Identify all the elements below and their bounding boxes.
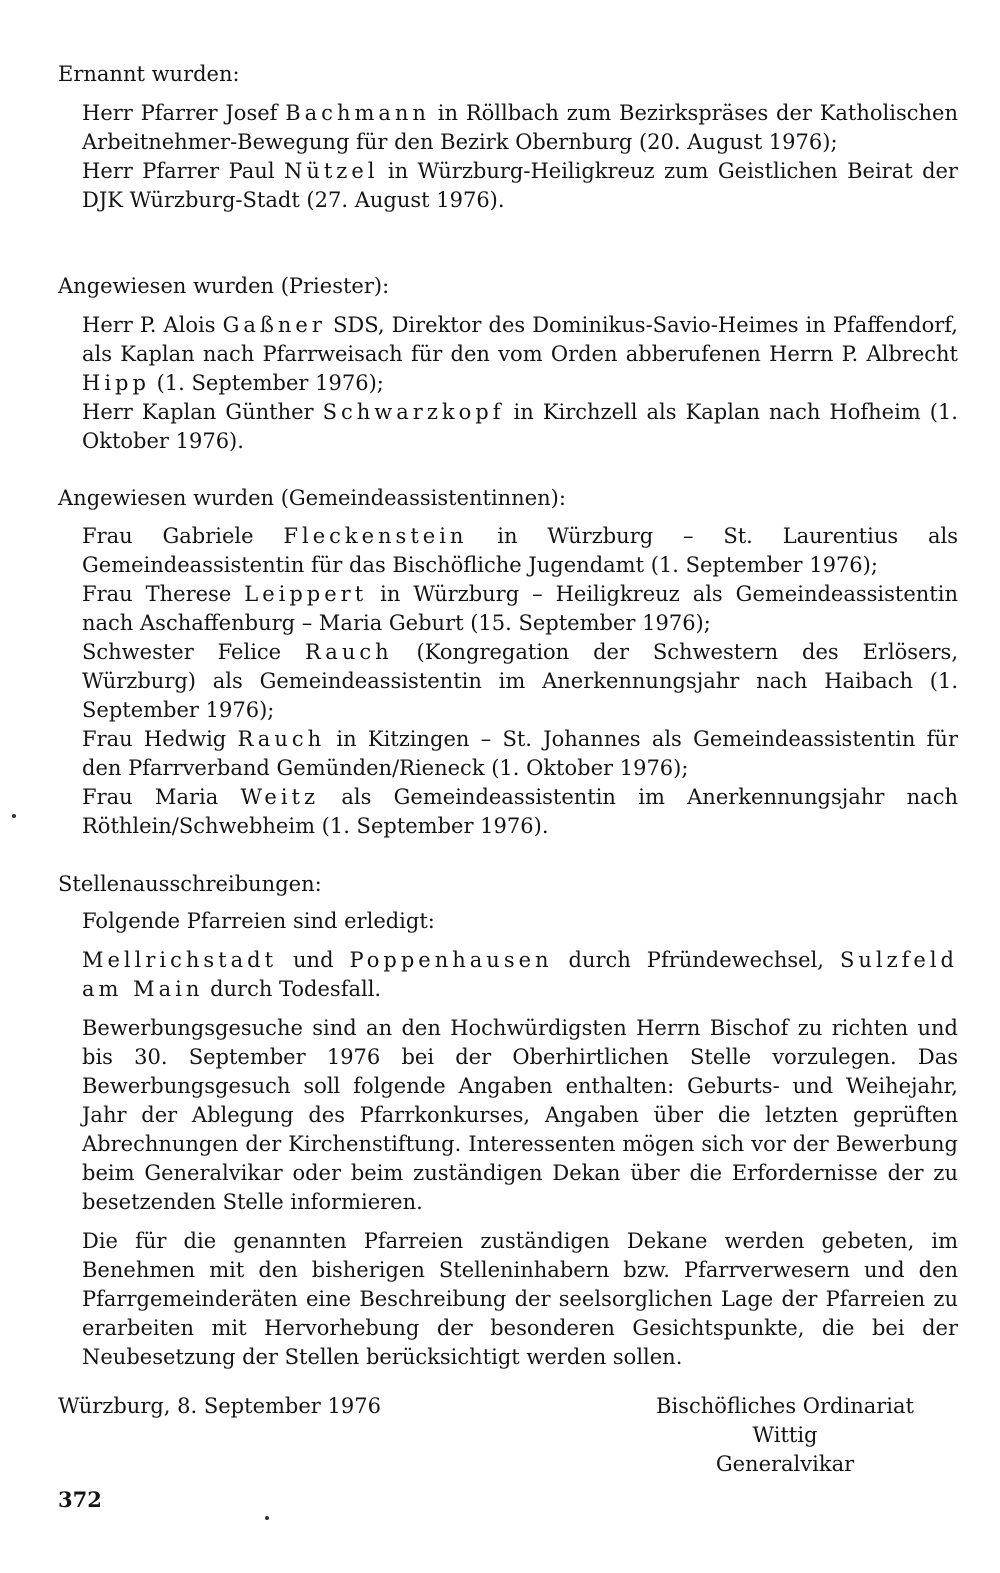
signature-block	[620, 1392, 950, 1479]
section-stellen	[82, 907, 958, 1372]
person-name: Weitz	[240, 785, 320, 809]
vacancy-list: Mellrichstadt und Poppenhausen durch Pfründewechsel, Sulzfeld am Main durch Todesfall.	[82, 948, 959, 1001]
section-heading-stellen: Stellenausschreibungen:	[58, 872, 322, 896]
person-name: Nützel	[283, 159, 379, 183]
parish-name: Sulzfeld am Main	[82, 948, 959, 1001]
assignment-entry: Frau Therese Leippert in Würzburg – Heiligkreuz als Gemeindeassistentin nach Aschaffenburg – Maria Geburt (15. September 1976);	[82, 582, 958, 635]
dean-instructions: Die für die genannten Pfarreien zuständigen Dekane werden gebeten, im Benehmen mit den bisherigen Stelleninhabern bzw. Pfarrverwesern und den Pfarrgemeinderäten eine Beschreibung der seelsorglichen Lage der Pfarreien zu erarbeiten mit Hervorhebung der besonderen Gesichtspunkte, die bei der Neubesetzung der Stellen berücksichtigt werden sollen.	[82, 1229, 958, 1369]
person-name: Schwarzkopf	[322, 400, 505, 424]
assignment-entry: Frau Gabriele Fleckenstein in Würzburg – St. Laurentius als Gemeindeassistentin für das Bischöfliche Jugendamt (1. September 1976);	[82, 524, 958, 577]
appointment-entry: Herr Pfarrer Josef Bachmann in Röllbach zum Bezirkspräses der Katholischen Arbeitnehmer-Bewegung für den Bezirk Obernburg (20. August 1976);	[82, 101, 958, 154]
signature-name: Wittig	[752, 1423, 818, 1447]
assignment-entry: Frau Maria Weitz als Gemeindeassistentin im Anerkennungsjahr nach Röthlein/Schwebheim (1. September 1976).	[82, 785, 958, 838]
section-assistentinnen	[82, 522, 958, 841]
person-name: Gaßner	[222, 313, 326, 337]
person-name: Rauch	[305, 640, 393, 664]
section-heading-priester: Angewiesen wurden (Priester):	[58, 274, 390, 298]
place-date: Würzburg, 8. September 1976	[58, 1394, 381, 1418]
assignment-entry: Herr P. Alois Gaßner SDS, Direktor des Dominikus-Savio-Heimes in Pfaffendorf, als Kaplan nach Pfarrweisach für den vom Orden abberufenen Herrn P. Albrecht Hipp (1. September 1976);	[82, 313, 958, 395]
section-priester	[82, 311, 958, 456]
assignment-entry: Schwester Felice Rauch (Kongregation der Schwestern des Erlösers, Würzburg) als Gemeindeassistentin im Anerkennungsjahr nach Haibach (1. September 1976);	[82, 640, 958, 722]
person-name: Hipp	[82, 371, 150, 395]
section-heading-ernannt: Ernannt wurden:	[58, 62, 240, 86]
person-name: Bachmann	[285, 101, 430, 125]
page-number: 372	[58, 1487, 102, 1512]
scan-speck	[265, 1516, 269, 1520]
parish-name: Poppenhausen	[349, 948, 553, 972]
appointment-entry: Herr Pfarrer Paul Nützel in Würzburg-Heiligkreuz zum Geistlichen Beirat der DJK Würzburg-Stadt (27. August 1976).	[82, 159, 958, 212]
person-name: Rauch	[237, 727, 326, 751]
signature-office: Bischöfliches Ordinariat	[656, 1394, 914, 1418]
application-instructions: Bewerbungsgesuche sind an den Hochwürdigsten Herrn Bischof zu richten und bis 30. September 1976 bei der Oberhirtlichen Stelle vorzulegen. Das Bewerbungsgesuch soll folgende Angaben enthalten: Geburts- und Weihejahr, Jahr der Ablegung des Pfarrkonkurses, Angaben über die letzten geprüften Abrechnungen der Kirchenstiftung. Interessenten mögen sich vor der Bewerbung beim Generalvikar oder beim zuständigen Dekan über die Erfordernisse der zu besetzenden Stelle informieren.	[82, 1016, 958, 1214]
vacancy-intro: Folgende Pfarreien sind erledigt:	[82, 909, 435, 933]
scan-speck	[12, 814, 16, 818]
parish-name: Mellrichstadt	[82, 948, 278, 972]
assignment-entry: Frau Hedwig Rauch in Kitzingen – St. Johannes als Gemeindeassistentin für den Pfarrverband Gemünden/Rieneck (1. Oktober 1976);	[82, 727, 958, 780]
section-ernannt	[82, 99, 958, 215]
assignment-entry: Herr Kaplan Günther Schwarzkopf in Kirchzell als Kaplan nach Hofheim (1. Oktober 1976).	[82, 400, 958, 453]
person-name: Fleckenstein	[283, 524, 468, 548]
person-name: Leippert	[244, 582, 368, 606]
section-heading-assistentinnen: Angewiesen wurden (Gemeindeassistentinnen):	[58, 486, 566, 510]
signature-title: Generalvikar	[715, 1452, 855, 1476]
